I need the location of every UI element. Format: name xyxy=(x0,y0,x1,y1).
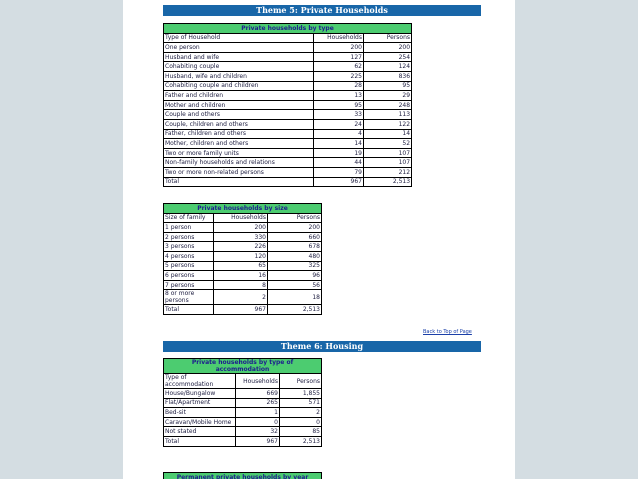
households-cell: 2 xyxy=(214,290,268,305)
row-label-cell: 7 persons xyxy=(164,280,214,290)
theme6-heading: Theme 6: Housing xyxy=(163,341,481,352)
table-row xyxy=(164,167,412,177)
table-row xyxy=(164,110,412,120)
households-cell: 14 xyxy=(314,139,364,149)
table-row xyxy=(164,148,412,158)
households-cell: 120 xyxy=(214,251,268,261)
row-label-cell: Father and children xyxy=(164,91,314,101)
households-cell: 127 xyxy=(314,52,364,62)
persons-cell: 2,513 xyxy=(268,305,322,315)
households-cell: 19 xyxy=(314,148,364,158)
households-cell: 32 xyxy=(236,427,280,437)
persons-cell: 212 xyxy=(364,167,412,177)
row-label-cell: Couple and others xyxy=(164,110,314,120)
column-header-persons: Persons xyxy=(268,213,322,223)
table-row xyxy=(164,242,322,252)
persons-cell: 660 xyxy=(268,232,322,242)
persons-cell: 248 xyxy=(364,100,412,110)
table-row xyxy=(164,62,412,72)
households-cell: 265 xyxy=(236,398,280,408)
households-cell: 95 xyxy=(314,100,364,110)
table-row xyxy=(164,271,322,281)
households-cell: 8 xyxy=(214,280,268,290)
households-cell: 967 xyxy=(236,436,280,446)
table-row xyxy=(164,129,412,139)
row-label-cell: Husband, wife and children xyxy=(164,71,314,81)
theme5-heading: Theme 5: Private Households xyxy=(163,5,481,16)
table-row xyxy=(164,280,322,290)
households-cell: 200 xyxy=(214,223,268,233)
persons-cell: 200 xyxy=(268,223,322,233)
households-cell: 200 xyxy=(314,43,364,53)
row-label-cell: 5 persons xyxy=(164,261,214,271)
households-by-size-table xyxy=(163,203,322,315)
table-row xyxy=(164,223,322,233)
row-label-cell: Caravan/Mobile Home xyxy=(164,417,236,427)
table-row xyxy=(164,232,322,242)
row-label-cell: 3 persons xyxy=(164,242,214,252)
table-row xyxy=(164,398,322,408)
persons-cell: 107 xyxy=(364,158,412,168)
persons-cell: 836 xyxy=(364,71,412,81)
households-cell: 967 xyxy=(314,177,364,187)
persons-cell: 52 xyxy=(364,139,412,149)
table-row xyxy=(164,261,322,271)
row-label-cell: Mother, children and others xyxy=(164,139,314,149)
next-table-heading: Permanent private households by year xyxy=(163,472,322,479)
row-label-cell: Two or more non-related persons xyxy=(164,167,314,177)
table-row xyxy=(164,290,322,305)
row-label-cell: 6 persons xyxy=(164,271,214,281)
total-row xyxy=(164,305,322,315)
persons-cell: 14 xyxy=(364,129,412,139)
households-cell: 33 xyxy=(314,110,364,120)
households-cell: 225 xyxy=(314,71,364,81)
row-label-cell: Cohabiting couple xyxy=(164,62,314,72)
column-header-type: Type of Household xyxy=(164,33,314,43)
households-by-accommodation-table xyxy=(163,358,322,447)
persons-cell: 200 xyxy=(364,43,412,53)
households-by-type-table xyxy=(163,23,412,187)
persons-cell: 325 xyxy=(268,261,322,271)
back-to-top-link[interactable]: Back to Top of Page xyxy=(423,329,472,335)
row-label-cell: 4 persons xyxy=(164,251,214,261)
persons-cell: 2 xyxy=(280,408,322,418)
table-row xyxy=(164,408,322,418)
column-header-households: Households xyxy=(236,374,280,389)
table-row xyxy=(164,417,322,427)
table-heading: Private households by size xyxy=(164,204,322,214)
row-label-cell: One person xyxy=(164,43,314,53)
households-cell: 24 xyxy=(314,119,364,129)
row-label-cell: Not stated xyxy=(164,427,236,437)
households-cell: 13 xyxy=(314,91,364,101)
row-label-cell: Flat/Apartment xyxy=(164,398,236,408)
table-row xyxy=(164,81,412,91)
persons-cell: 122 xyxy=(364,119,412,129)
table-row xyxy=(164,43,412,53)
persons-cell: 571 xyxy=(280,398,322,408)
table-row xyxy=(164,158,412,168)
households-cell: 79 xyxy=(314,167,364,177)
row-label-cell: Total xyxy=(164,436,236,446)
table-heading: Private households by type xyxy=(164,24,412,34)
row-label-cell: Two or more family units xyxy=(164,148,314,158)
row-label-cell: Bed-sit xyxy=(164,408,236,418)
households-cell: 1 xyxy=(236,408,280,418)
document-page xyxy=(123,0,515,479)
table-row xyxy=(164,119,412,129)
row-label-cell: 8 or more persons xyxy=(164,290,214,305)
column-header-size: Size of family xyxy=(164,213,214,223)
households-cell: 65 xyxy=(214,261,268,271)
table-row xyxy=(164,100,412,110)
persons-cell: 113 xyxy=(364,110,412,120)
households-cell: 62 xyxy=(314,62,364,72)
row-label-cell: Mother and children xyxy=(164,100,314,110)
row-label-cell: 2 persons xyxy=(164,232,214,242)
households-cell: 330 xyxy=(214,232,268,242)
households-cell: 4 xyxy=(314,129,364,139)
persons-cell: 678 xyxy=(268,242,322,252)
row-label-cell: Total xyxy=(164,177,314,187)
table-row xyxy=(164,389,322,399)
column-header-households: Households xyxy=(314,33,364,43)
table-heading: Private households by type of accommodation xyxy=(164,359,322,374)
households-cell: 44 xyxy=(314,158,364,168)
persons-cell: 29 xyxy=(364,91,412,101)
persons-cell: 107 xyxy=(364,148,412,158)
persons-cell: 0 xyxy=(280,417,322,427)
households-cell: 669 xyxy=(236,389,280,399)
row-label-cell: 1 person xyxy=(164,223,214,233)
persons-cell: 56 xyxy=(268,280,322,290)
persons-cell: 2,513 xyxy=(280,436,322,446)
persons-cell: 95 xyxy=(364,81,412,91)
persons-cell: 480 xyxy=(268,251,322,261)
table-row xyxy=(164,52,412,62)
households-cell: 967 xyxy=(214,305,268,315)
persons-cell: 124 xyxy=(364,62,412,72)
row-label-cell: Non-family households and relations xyxy=(164,158,314,168)
column-header-persons: Persons xyxy=(280,374,322,389)
table-row xyxy=(164,91,412,101)
persons-cell: 18 xyxy=(268,290,322,305)
table-row xyxy=(164,251,322,261)
persons-cell: 85 xyxy=(280,427,322,437)
row-label-cell: Total xyxy=(164,305,214,315)
table-row xyxy=(164,139,412,149)
row-label-cell: Husband and wife xyxy=(164,52,314,62)
persons-cell: 2,513 xyxy=(364,177,412,187)
column-header-persons: Persons xyxy=(364,33,412,43)
row-label-cell: Cohabiting couple and children xyxy=(164,81,314,91)
total-row xyxy=(164,436,322,446)
row-label-cell: Couple, children and others xyxy=(164,119,314,129)
table-row xyxy=(164,427,322,437)
table-row xyxy=(164,71,412,81)
column-header-accommodation: Type of accommodation xyxy=(164,374,236,389)
total-row xyxy=(164,177,412,187)
persons-cell: 254 xyxy=(364,52,412,62)
column-header-households: Households xyxy=(214,213,268,223)
households-cell: 28 xyxy=(314,81,364,91)
households-cell: 0 xyxy=(236,417,280,427)
households-cell: 226 xyxy=(214,242,268,252)
persons-cell: 96 xyxy=(268,271,322,281)
households-cell: 16 xyxy=(214,271,268,281)
row-label-cell: Father, children and others xyxy=(164,129,314,139)
persons-cell: 1,855 xyxy=(280,389,322,399)
row-label-cell: House/Bungalow xyxy=(164,389,236,399)
